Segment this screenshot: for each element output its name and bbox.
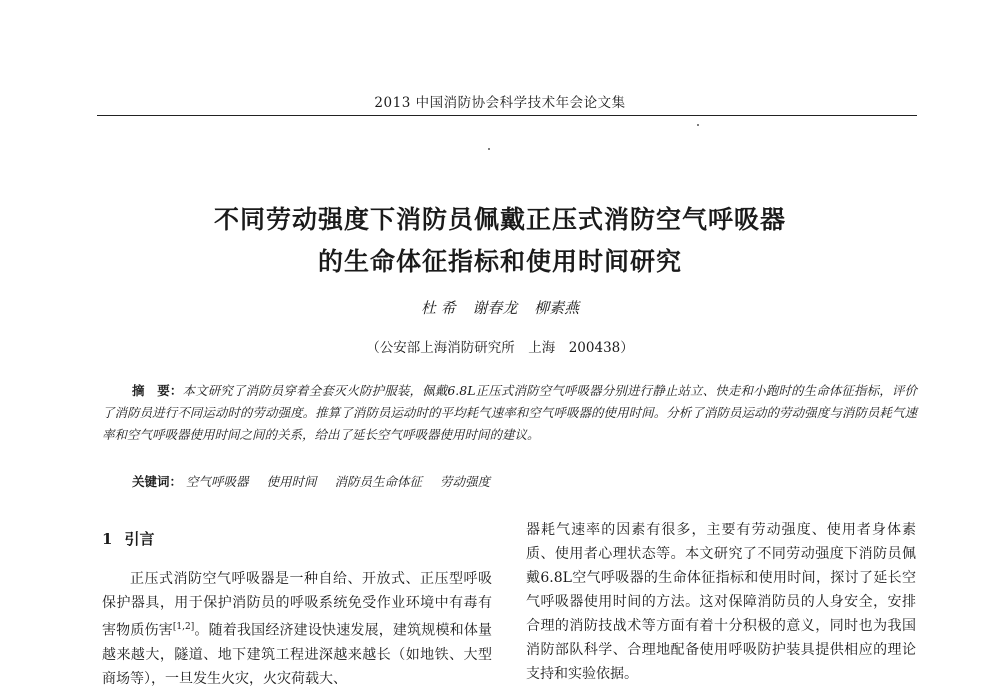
header-rule [97,115,917,116]
scan-speck [697,124,699,126]
author: 柳素燕 [534,299,580,317]
keyword: 劳动强度 [440,474,491,489]
affiliation: （公安部上海消防研究所 上海 200438） [366,340,634,356]
section-title: 引言 [124,530,155,548]
paper-title-line-1: 不同劳动强度下消防员佩戴正压式消防空气呼吸器 [213,205,786,234]
keywords-label: 关键词： [132,474,183,489]
abstract-text: 本文研究了消防员穿着全套灭火防护服装，佩戴6.8L正压式消防空气呼吸器分别进行静止站立、快走和小跑时的生命体征指标，评价了消防员进行不同运动时的劳动强度。推算了消防员运动时的平均耗气速率和空气呼吸器的使用时间。分析了消防员运动的劳动强度与消防员耗气速率和空气呼吸器使用时间之间的关系，给出了延长空气呼吸器使用时间的建议。 [102,383,917,442]
keyword: 使用时间 [266,474,317,489]
abstract-label: 摘 要： [132,383,183,398]
paragraph [102,567,492,691]
left-column [102,567,492,691]
section-number: 1 [102,530,113,548]
paper-title-line-2: 的生命体征指标和使用时间研究 [317,247,682,276]
keyword: 消防员生命体征 [334,474,423,489]
author: 杜 希 [420,299,456,317]
abstract [102,380,917,446]
paragraph: 器耗气速率的因素有很多，主要有劳动强度、使用者身体素质、使用者心理状态等。本文研究了不同劳动强度下消防员佩戴6.8L空气呼吸器的生命体征指标和使用时间，探讨了延长空气呼吸器使用时间的方法。这对保障消防员的人身安全，安排合理的消防技战术等方面有着十分积极的意义，同时也为我国消防部队科学、合理地配备使用呼吸防护装具提供相应的理论支持和实验依据。 [526,522,916,682]
paragraph-text: 正压式消防空气呼吸器是一种自给、开放式、正压型呼吸保护器具，用于保护消防员的呼吸系统免受作业环境中有毒有害物质伤害 [102,571,492,639]
paragraph-text: 。随着我国经济建设快速发展，建筑规模和体量越来越大，隧道、地下建筑工程进深越来越长（如地铁、大型商场等），一旦发生火灾，火灾荷载大、 [102,622,493,687]
author: 谢春龙 [472,299,518,317]
running-header: 2013 中国消防协会科学技术年会论文集 [374,95,626,111]
section-heading [102,528,166,549]
keywords [132,472,912,490]
right-column [526,518,916,686]
scan-speck [488,148,490,150]
citation: [1,2] [172,622,195,632]
author-list [0,297,1000,318]
keyword: 空气呼吸器 [186,474,249,489]
